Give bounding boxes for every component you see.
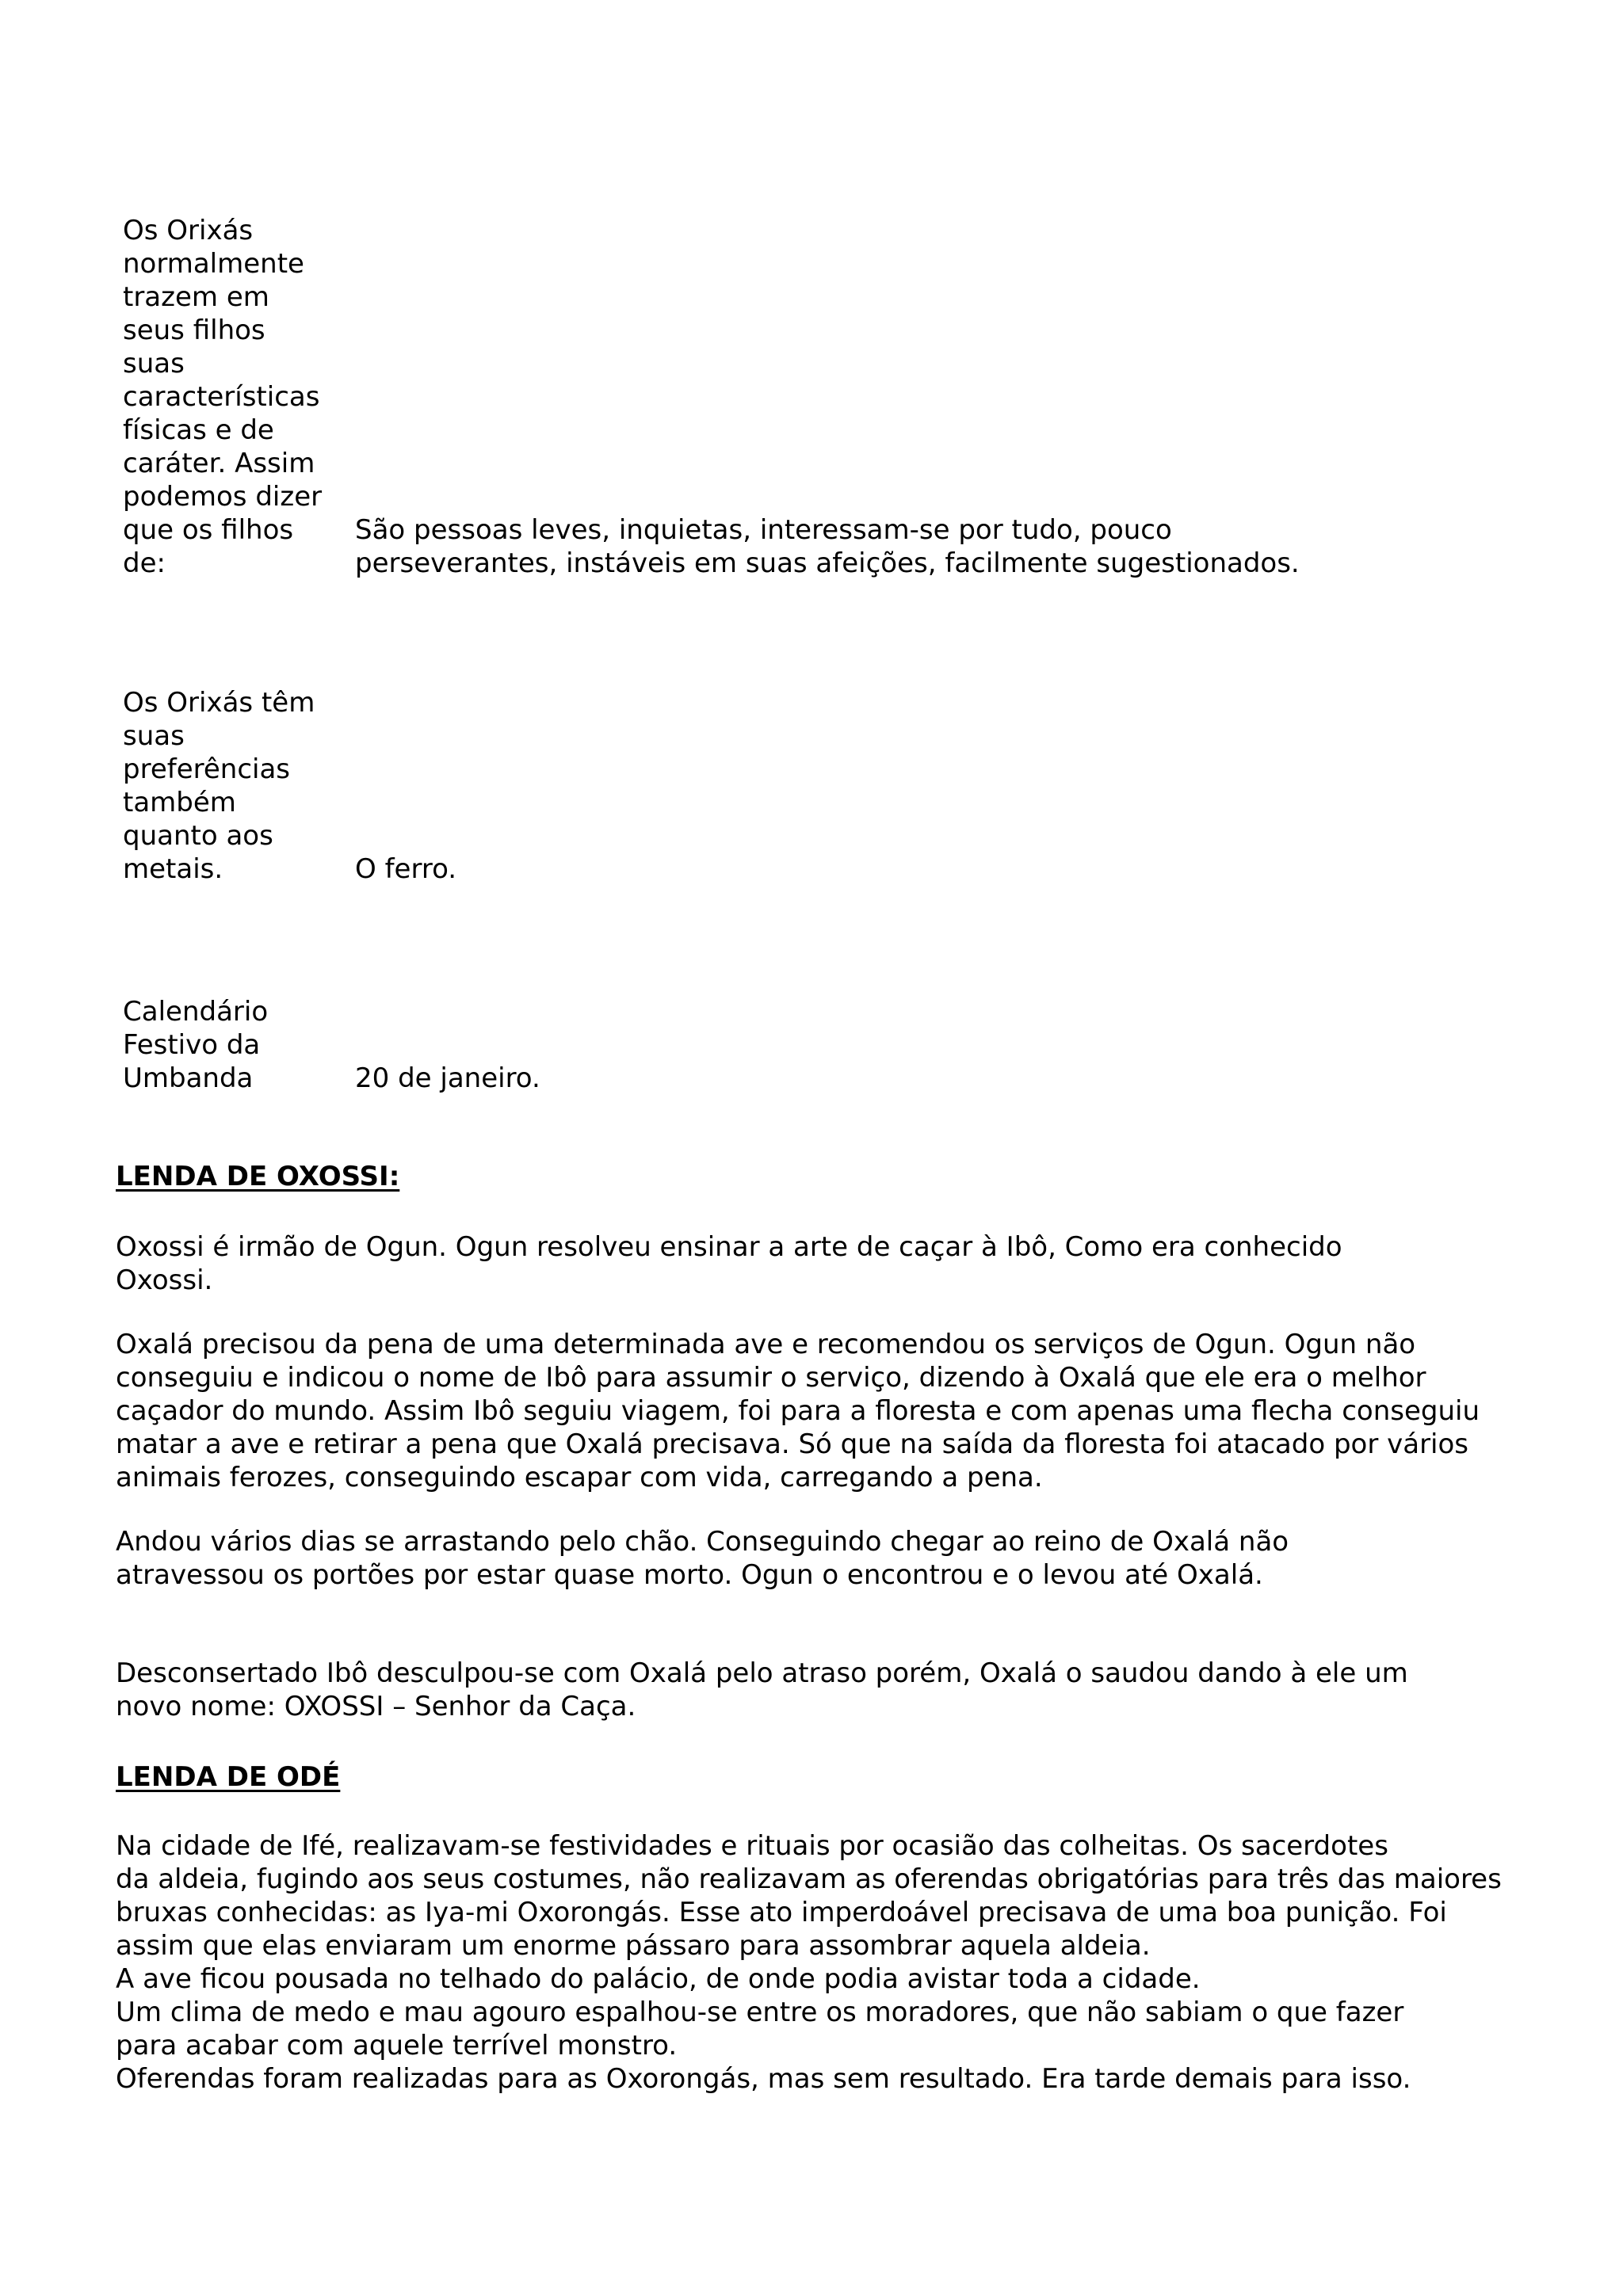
section-heading-oxossi: LENDA DE OXOSSI:: [116, 1161, 400, 1192]
row-value: São pessoas leves, inquietas, interessam-se por tudo, pouco perseverantes, instáveis em suas afeições, facilmente sugestionados.: [355, 514, 1300, 579]
section-heading-ode: LENDA DE ODÉ: [116, 1761, 341, 1793]
table-row-calendar: [123, 995, 1549, 1095]
paragraph: Andou vários dias se arrastando pelo chão. Conseguindo chegar ao reino de Oxalá não atravessou os portões por estar quase morto. Ogun o encontrou e o levou até Oxalá.: [116, 1526, 1289, 1591]
row-label: Calendário Festivo da Umbanda: [123, 996, 269, 1094]
paragraph: Oxalá precisou da pena de uma determinada ave e recomendou os serviços de Ogun. Ogun não conseguiu e indicou o nome de Ibô para assumir o serviço, dizendo à Oxalá que ele era o melhor caçador do mundo. Assim Ibô seguiu viagem, foi para a floresta e com apenas uma flecha conseguiu matar a ave e retirar a pena que Oxalá precisava. Só que na saída da floresta foi atacado por vários animais ferozes, conseguindo escapar com vida, carregando a pena.: [116, 1329, 1480, 1493]
paragraph: Oxossi é irmão de Ogun. Ogun resolveu ensinar a arte de caçar à Ibô, Como era conhecido Oxossi.: [116, 1231, 1342, 1296]
row-value: 20 de janeiro.: [355, 1062, 540, 1094]
row-label: Os Orixás normalmente trazem em seus filhos suas características físicas e de caráter. Assim podemos dizer que os filhos de:: [123, 215, 323, 579]
table-row-characteristics: [123, 214, 1549, 580]
paragraph: Na cidade de Ifé, realizavam-se festividades e rituais por ocasião das colheitas. Os sacerdotes da aldeia, fugindo aos seus costumes, não realizavam as oferendas obrigatórias para três das maiores bruxas conhecidas: as Iya-mi Oxorongás. Esse ato imperdoável precisava de uma boa punição. Foi assim que elas enviaram um enorme pássaro para assombrar aquela aldeia. A ave ficou pousada no telhado do palácio, de onde podia avistar toda a cidade. Um clima de medo e mau agouro espalhou-se entre os moradores, que não sabiam o que fazer para acabar com aquele terrível monstro. Oferendas foram realizadas para as Oxorongás, mas sem resultado. Era tarde demais para isso.: [116, 1830, 1502, 2095]
row-label: Os Orixás têm suas preferências também quanto aos metais.: [123, 687, 315, 885]
table-row-metals: [123, 686, 1549, 886]
row-value: O ferro.: [355, 853, 457, 885]
paragraph: Desconsertado Ibô desculpou-se com Oxalá pelo atraso porém, Oxalá o saudou dando à ele um novo nome: OXOSSI – Senhor da Caça.: [116, 1657, 1408, 1722]
